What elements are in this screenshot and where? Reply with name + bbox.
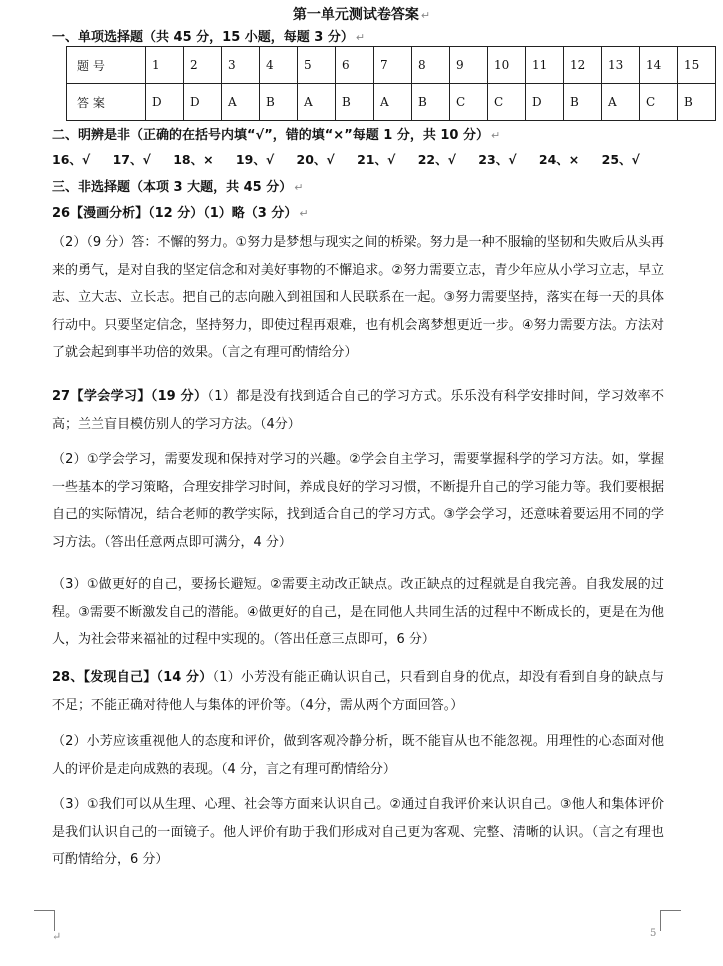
table-cell: D — [526, 84, 564, 121]
paragraph-mark-icon: ↵ — [420, 9, 431, 22]
table-cell: 7 — [374, 47, 412, 84]
table-cell: A — [222, 84, 260, 121]
tf-item: 18、× — [173, 152, 214, 167]
table-cell: 12 — [564, 47, 602, 84]
table-cell: 1 — [146, 47, 184, 84]
page-number: 5 — [650, 928, 657, 939]
tf-item: 21、√ — [357, 152, 396, 167]
page-title — [0, 4, 723, 24]
table-row-answers — [67, 84, 716, 121]
table-cell: 10 — [488, 47, 526, 84]
tf-item: 19、√ — [235, 152, 275, 167]
table-cell: B — [260, 84, 298, 121]
tf-item: 24、× — [538, 152, 580, 167]
q27-answer-part2 — [52, 446, 664, 556]
page-corner-mark-left — [34, 910, 55, 931]
row-label-number: 题 号 — [67, 47, 146, 84]
q26-heading — [52, 202, 309, 221]
answer-table — [66, 46, 716, 121]
table-cell: C — [488, 84, 526, 121]
table-cell: B — [336, 84, 374, 121]
tf-item: 20、√ — [296, 152, 335, 167]
q28-answer-part2 — [52, 728, 664, 783]
paragraph-mark-icon: ↵ — [490, 129, 501, 142]
paragraph-mark-icon: ↵ — [294, 181, 304, 194]
section2-heading-text: 二、明辨是非（正确的在括号内填“√”，错的填“×”每题 1 分，共 10 分） — [52, 128, 489, 143]
table-cell: 3 — [222, 47, 260, 84]
paragraph-mark-icon: ↵ — [355, 31, 366, 44]
table-cell: D — [146, 84, 184, 121]
table-cell: A — [602, 84, 640, 121]
table-cell: 11 — [526, 47, 564, 84]
table-cell: D — [184, 84, 222, 121]
table-cell: B — [678, 84, 716, 121]
section3-heading-text: 三、非选择题（本项 3 大题，共 45 分） — [52, 180, 293, 195]
section1-heading-text: 一、单项选择题（共 45 分，15 小题，每题 3 分） — [52, 30, 354, 45]
tf-item: 23、√ — [478, 152, 517, 167]
tf-item: 16、√ — [52, 152, 91, 167]
table-cell: 4 — [260, 47, 298, 84]
q28-heading-text: 28、【发现自己】（14 分） — [52, 670, 213, 685]
section1-heading — [52, 26, 365, 45]
q28-part2-text: （2）小芳应该重视他人的态度和评价，做到客观冷静分析，既不能盲从也不能忽视。用理性的心态面对他人的评价是走向成熟的表现。（4 分，言之有理可酌情给分） — [52, 734, 664, 777]
table-cell: A — [374, 84, 412, 121]
table-cell: 14 — [640, 47, 678, 84]
table-cell: 15 — [678, 47, 716, 84]
section2-heading — [52, 124, 500, 143]
q27-heading-text: 27【学会学习】（19 分） — [52, 389, 208, 404]
table-cell: B — [564, 84, 602, 121]
page-corner-mark-right — [660, 910, 681, 931]
q27-answer-part1 — [52, 383, 664, 438]
paragraph-mark-icon: ↵ — [299, 207, 309, 220]
q27-answer-part3 — [52, 571, 664, 654]
table-cell: 13 — [602, 47, 640, 84]
tf-item: 17、√ — [112, 152, 151, 167]
q28-answer-part3 — [52, 791, 664, 874]
q26-part2-text: （2）（9 分）答：不懈的努力。①努力是梦想与现实之间的桥梁。努力是一种不服输的坚韧和失败后从头再来的勇气，是对自我的坚定信念和对美好事物的不懈追求。②努力需要立志，青少年应从小学习立志，早立志、立大志、立长志。把自己的志向融入到祖国和人民联系在一起。③努力需要坚持，落实在每一天的具体行动中。只要坚定信念，坚持努力，即使过程再艰难，也有机会离梦想更近一步。④努力需要方法。方法对了就会起到事半功倍的效果。（言之有理可酌情给分） — [52, 235, 664, 360]
q27-part1-text: （1）都是没有找到适合自己的学习方式。乐乐没有科学安排时间，学习效率不高；兰兰盲目模仿别人的学习方法。（4分） — [52, 389, 664, 432]
tf-item: 25、√ — [601, 152, 640, 167]
tf-item: 22、√ — [417, 152, 456, 167]
row-label-answer: 答 案 — [67, 84, 146, 121]
table-cell: C — [450, 84, 488, 121]
q27-part2-text: （2）①学会学习，需要发现和保持对学习的兴趣。②学会自主学习，需要掌握科学的学习方法。如，掌握一些基本的学习策略，合理安排学习时间，养成良好的学习习惯，不断提升自己的学习能力等。我们要根据自己的实际情况，结合老师的教学实际，找到适合自己的学习方式。③学会学习，还意味着要运用不同的学习方法。（答出任意两点即可满分，4 分） — [52, 452, 664, 550]
table-cell: B — [412, 84, 450, 121]
table-cell: 5 — [298, 47, 336, 84]
table-cell: C — [640, 84, 678, 121]
page-title-text: 第一单元测试卷答案 — [292, 7, 419, 23]
table-cell: A — [298, 84, 336, 121]
q27-part3-text: （3）①做更好的自己，要扬长避短。②需要主动改正缺点。改正缺点的过程就是自我完善。自我发展的过程。③需要不断激发自己的潜能。④做更好的自己，是在同他人共同生活的过程中不断成长的，更是在为他人，为社会带来福祉的过程中实现的。（答出任意三点即可，6 分） — [52, 577, 664, 647]
q28-part1-text: （1）小芳没有能正确认识自己，只看到自身的优点，却没有看到自身的缺点与不足；不能正确对待他人与集体的评价等。（4分，需从两个方面回答。） — [52, 670, 664, 713]
true-false-answers — [52, 150, 658, 168]
table-row-numbers — [67, 47, 716, 84]
q26-heading-text: 26【漫画分析】（12 分）（1）略（3 分） — [52, 206, 298, 221]
paragraph-mark-icon: ↵ — [52, 930, 62, 943]
q28-part3-text: （3）①我们可以从生理、心理、社会等方面来认识自己。②通过自我评价来认识自己。③他人和集体评价是我们认识自己的一面镜子。他人评价有助于我们形成对自己更为客观、完整、清晰的认识。（言之有理也可酌情给分，6 分） — [52, 797, 664, 867]
table-cell: 2 — [184, 47, 222, 84]
table-cell: 6 — [336, 47, 374, 84]
table-cell: 8 — [412, 47, 450, 84]
table-cell: 9 — [450, 47, 488, 84]
q26-answer-part2 — [52, 229, 664, 367]
section3-heading — [52, 176, 303, 195]
q28-answer-part1 — [52, 664, 664, 719]
